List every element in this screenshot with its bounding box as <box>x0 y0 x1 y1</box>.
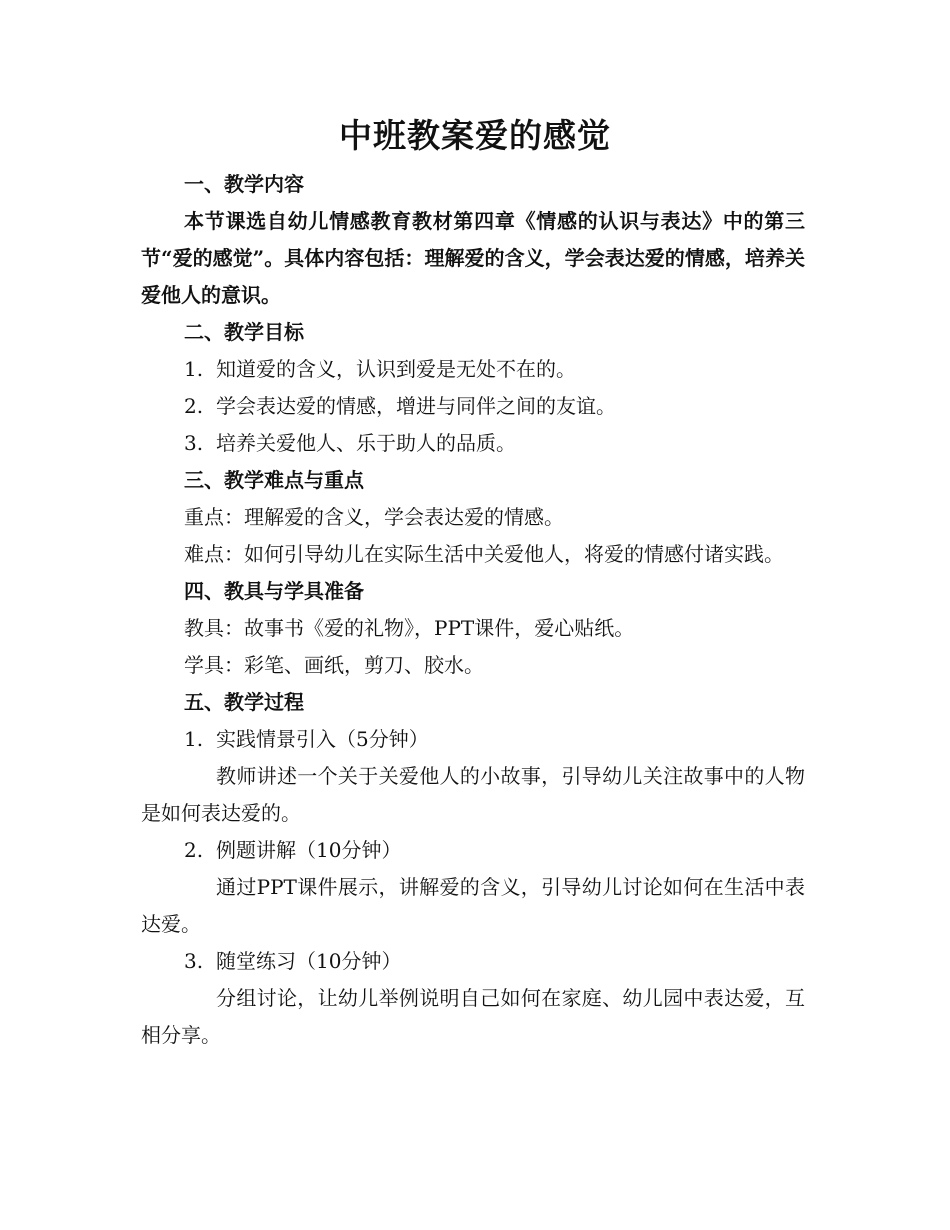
objective-text: 知道爱的含义，认识到爱是无处不在的。 <box>216 357 576 381</box>
difficulty-paragraph: 难点：如何引导幼儿在实际生活中关爱他人，将爱的情感付诸实践。 <box>184 542 784 566</box>
key-point-paragraph: 重点：理解爱的含义，学会表达爱的情感。 <box>184 505 564 529</box>
objective-number: 1. <box>184 357 204 381</box>
objective-text: 学会表达爱的情感，增进与同伴之间的友谊。 <box>216 394 616 418</box>
objective-number: 3. <box>184 431 204 455</box>
document-body <box>141 166 805 1054</box>
learning-aids-paragraph: 学具：彩笔、画纸，剪刀、胶水。 <box>184 653 484 677</box>
teaching-aids-paragraph: 教具：故事书《爱的礼物》，PPT课件，爱心贴纸。 <box>184 616 635 640</box>
section-heading-materials: 四、教具与学具准备 <box>184 579 364 603</box>
step-number: 3. <box>184 949 204 973</box>
section-heading-difficulties: 三、教学难点与重点 <box>184 468 364 492</box>
step-title-text: 实践情景引入（5分钟） <box>216 727 429 751</box>
content-paragraph: 本节课选自幼儿情感教育教材第四章《情感的认识与表达》中的第三节“爱的感觉”。具体内容包括：理解爱的含义，学会表达爱的情感，培养关爱他人的意识。 <box>141 209 805 307</box>
section-heading-objectives: 二、教学目标 <box>184 320 304 344</box>
step-number: 2. <box>184 838 204 862</box>
document-title: 中班教案爱的感觉 <box>339 116 611 155</box>
step-title-text: 例题讲解（10分钟） <box>216 838 402 862</box>
process-step-text: 分组讨论，让幼儿举例说明自己如何在家庭、幼儿园中表达爱，互相分享。 <box>141 986 805 1047</box>
process-step-text: 通过PPT课件展示，讲解爱的含义，引导幼儿讨论如何在生活中表达爱。 <box>141 875 805 936</box>
process-step-title <box>141 943 805 980</box>
process-step-title <box>141 721 805 758</box>
objective-text: 培养关爱他人、乐于助人的品质。 <box>216 431 516 455</box>
step-number: 1. <box>184 727 204 751</box>
objective-item <box>141 388 805 425</box>
section-heading-process: 五、教学过程 <box>184 690 304 714</box>
section-heading-content: 一、教学内容 <box>184 172 304 196</box>
process-step-text: 教师讲述一个关于关爱他人的小故事，引导幼儿关注故事中的人物是如何表达爱的。 <box>141 764 805 825</box>
objective-number: 2. <box>184 394 204 418</box>
objective-item <box>141 425 805 462</box>
objective-item <box>141 351 805 388</box>
process-step-title <box>141 832 805 869</box>
step-title-text: 随堂练习（10分钟） <box>216 949 402 973</box>
